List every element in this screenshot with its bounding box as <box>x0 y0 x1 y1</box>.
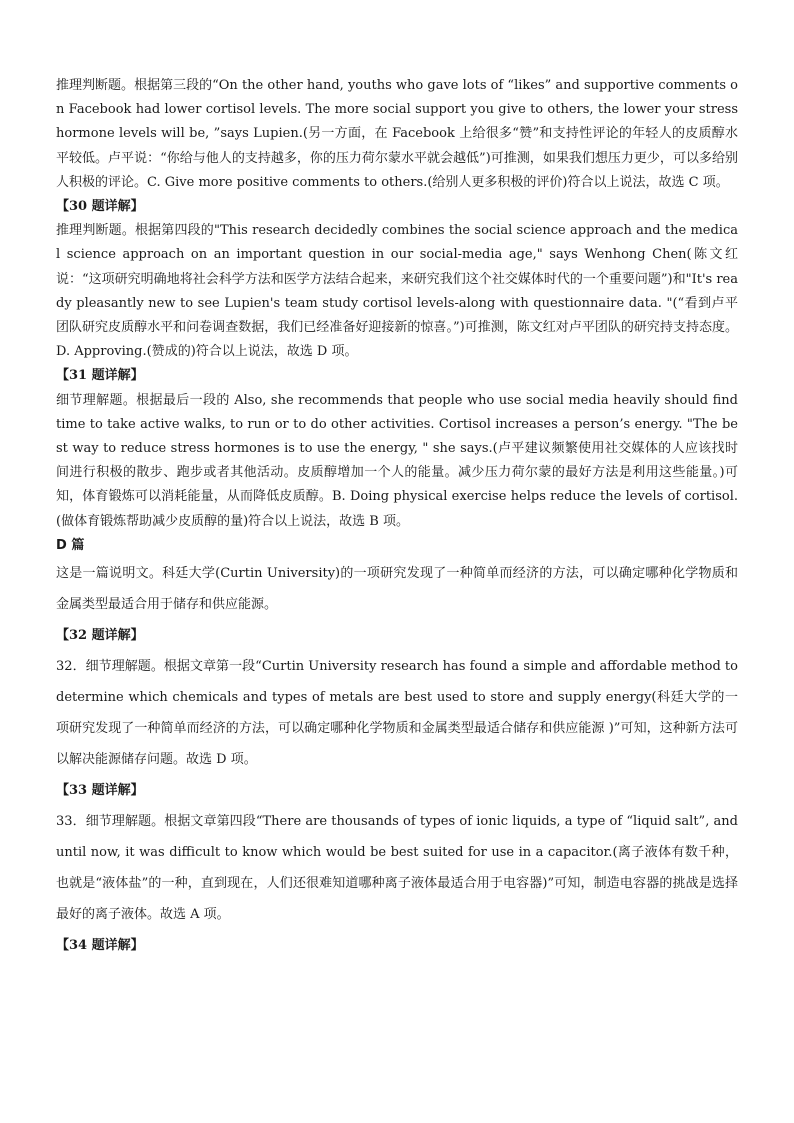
q33-heading: 【33 题详解】 <box>56 782 144 798</box>
section-c-explanations <box>56 74 738 534</box>
q34-heading: 【34 题详解】 <box>56 937 144 953</box>
section-d-intro: 这是一篇说明文。科廷大学(Curtin University)的一项研究发现了一种简单而经济的方法，可以确定哪种化学物质和金属类型最适合用于储存和供应能源。 <box>56 565 738 612</box>
document-page <box>56 74 738 961</box>
q32-heading: 【32 题详解】 <box>56 627 144 643</box>
q31-heading: 【31 题详解】 <box>56 368 144 384</box>
q31-explanation: 细节理解题。根据最后一段的 Also, she recommends that people who use social media heavily should find time to take active walks, to run or to do other activities. Cortisol increases a person’s energy. "The best way to reduce stress hormones is to use the energy, " she says.(卢平建议频繁使用社交媒体的人应该找时间进行积极的散步、跑步或者其他活动。皮质醇增加一个人的能量。减少压力荷尔蒙的最好方法是利用这些能量。)可知，体育锻炼可以消耗能量，从而降低皮质醇。B. Doing physical exercise helps reduce the levels of cortisol.(做体育锻炼帮助减少皮质醇的量)符合以上说法，故选 B 项。 <box>56 392 738 529</box>
q32-explanation: 32．细节理解题。根据文章第一段“Curtin University research has found a simple and affordable method to determine which chemicals and types of metals are best used to store and supply energy(科廷大学的一项研究发现了一种简单而经济的方法，可以确定哪种化学物质和金属类型最适合储存和供应能源 )”可知，这种新方法可以解决能源储存问题。故选 D 项。 <box>56 658 738 767</box>
section-d-title: D 篇 <box>56 537 85 553</box>
q29-explanation-tail: 推理判断题。根据第三段的“On the other hand, youths who gave lots of “likes” and supportive comments on Facebook had lower cortisol levels. The more social support you give to others, the lower your stress hormone levels will be, ”says Lupien.(另一方面，在 Facebook 上给很多“赞”和支持性评论的年轻人的皮质醇水平较低。卢平说：“你给与他人的支持越多，你的压力荷尔蒙水平就会越低”)可推测，如果我们想压力更少，可以多给别人积极的评论。C. Give more positive comments to others.(给别人更多积极的评价)符合以上说法，故选 C 项。 <box>56 78 738 190</box>
q33-explanation: 33．细节理解题。根据文章第四段“There are thousands of types of ionic liquids, a type of “liquid salt”, and until now, it was difficult to know which would be best suited for use in a capacitor.(离子液体有数千种，也就是“液体盐”的一种，直到现在，人们还很难知道哪种离子液体最适合用于电容器)”可知，制造电容器的挑战是选择最好的离子液体。故选 A 项。 <box>56 813 738 922</box>
section-d-explanations <box>56 534 738 961</box>
q30-heading: 【30 题详解】 <box>56 199 144 215</box>
q30-explanation: 推理判断题。根据第四段的"This research decidedly combines the social science approach and the medical science approach on an important question in our social-media age," says Wenhong Chen(陈文红说：“这项研究明确地将社会科学方法和医学方法结合起来，来研究我们这个社交媒体时代的一个重要问题”)和"It's ready pleasantly new to see Lupien's team study cortisol levels-along with questionnaire data. "(“看到卢平团队研究皮质醇水平和问卷调查数据，我们已经准备好迎接新的惊喜。”)可推测，陈文红对卢平团队的研究持支持态度。D. Approving.(赞成的)符合以上说法，故选 D 项。 <box>56 223 738 360</box>
